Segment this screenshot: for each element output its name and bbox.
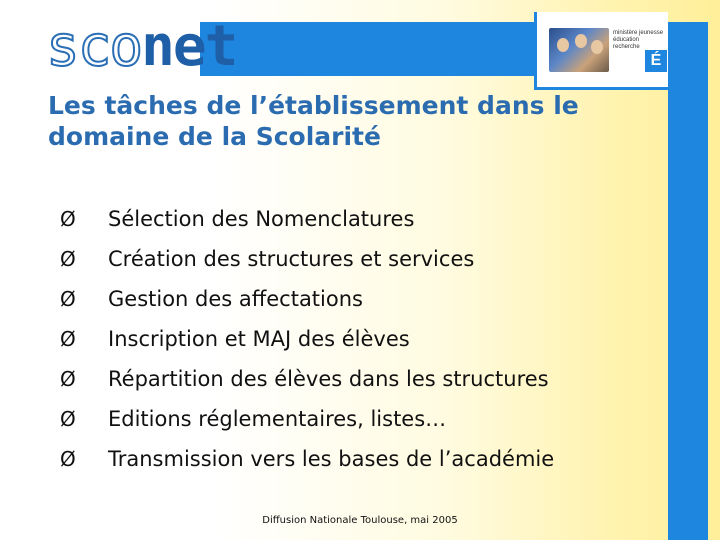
ministry-logo <box>613 30 667 72</box>
list-item <box>60 279 554 319</box>
slide-title <box>48 90 668 152</box>
list-item <box>60 239 554 279</box>
list-item-text: Editions réglementaires, listes… <box>108 407 447 431</box>
bullet-arrow-icon: Ø <box>60 367 76 391</box>
logo-suffix: net <box>141 14 237 79</box>
bullet-arrow-icon: Ø <box>60 327 76 351</box>
bullet-arrow-icon: Ø <box>60 447 76 471</box>
bullet-arrow-icon: Ø <box>60 207 76 231</box>
bullet-arrow-icon: Ø <box>60 247 76 271</box>
list-item <box>60 359 554 399</box>
list-item-text: Gestion des affectations <box>108 287 363 311</box>
list-item <box>60 439 554 479</box>
list-item-text: Création des structures et services <box>108 247 475 271</box>
list-item-text: Répartition des élèves dans les structures <box>108 367 549 391</box>
list-item <box>60 199 554 239</box>
list-item <box>60 399 554 439</box>
task-list <box>60 199 554 479</box>
list-item-text: Transmission vers les bases de l’académie <box>108 447 555 471</box>
list-item <box>60 319 554 359</box>
ministry-mark: É <box>645 50 667 72</box>
title-line-1: Les tâches de l’établissement dans le <box>48 91 579 120</box>
title-line-2: domaine de la Scolarité <box>48 122 381 151</box>
bullet-arrow-icon: Ø <box>60 287 76 311</box>
bullet-arrow-icon: Ø <box>60 407 76 431</box>
slide-footer: Diffusion Nationale Toulouse, mai 2005 <box>262 515 458 526</box>
right-accent-bar <box>668 22 708 540</box>
list-item-text: Sélection des Nomenclatures <box>108 207 415 231</box>
students-photo <box>549 28 609 72</box>
logo-prefix: sco <box>46 14 142 79</box>
list-item-text: Inscription et MAJ des élèves <box>108 327 410 351</box>
sconet-logo <box>46 14 236 80</box>
ministry-text: ministère jeunesse éducation recherche <box>613 30 664 50</box>
ministry-logo-box <box>534 12 668 90</box>
